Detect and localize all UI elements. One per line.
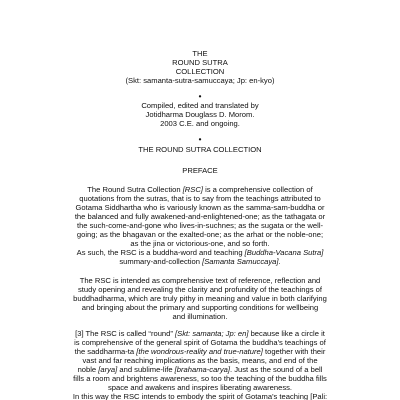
p1-line-1: The Round Sutra Collection [RSC] is a comprehensive collection of xyxy=(87,185,313,194)
p2-line-2: study opening and revealing the clarity and profundity of the teachings of xyxy=(77,285,322,294)
p2-line-4: and bringing about the primary and supporting conditions for wellbeing xyxy=(81,303,319,312)
p3-line-3: the saddharma-ta [the wondrous-reality and true-nature] together with their xyxy=(74,347,326,356)
credits-line-2: Jotidharma Douglass D. Morom. xyxy=(145,110,255,119)
p3-line-8: In this way the RSC intends to embody the spirit of Gotama's teaching [Pali: xyxy=(72,392,328,400)
p1-line-2: quotations from the sutras, that is to say from the teachings attributed to xyxy=(79,194,321,203)
p1-line-9: summary-and-collection [Samanta Samuccaya]. xyxy=(119,257,281,266)
separator-bullet: • xyxy=(198,92,202,101)
credits-line-3: 2003 C.E. and ongoing. xyxy=(160,119,240,128)
p1-line-6: going; as the bhagavan or the exalted-one; as the arhat or the noble-one; xyxy=(76,230,324,239)
p3-line-7: space and awakens and inspires liberating awareness. xyxy=(107,383,293,392)
p2-line-3: buddhadharma, which are truly pithy in meaning and value in both clarifying xyxy=(73,294,327,303)
p3-line-1: [3] The RSC is called “round” [Skt: samanta; Jp: en] because like a circle it xyxy=(75,329,325,338)
separator-bullet: • xyxy=(198,135,202,144)
main-heading: THE ROUND SUTRA COLLECTION xyxy=(138,145,262,154)
p1-line-8: As such, the RSC is a buddha-word and teaching [Buddha-Vacana Sutra] xyxy=(76,248,324,257)
p1-line-7: as the jina or victorious-one, and so forth. xyxy=(130,239,270,248)
p3-line-2: is comprehensive of the general spirit of Gotama the buddha's teachings of xyxy=(74,338,326,347)
title-collection: COLLECTION xyxy=(175,67,225,76)
title-names: (Skt: samanta-sutra-samuccaya; Jp: en-kyo) xyxy=(125,76,275,85)
title-round-sutra: ROUND SUTRA xyxy=(172,58,228,67)
title-the: THE xyxy=(192,49,208,58)
p2-line-5: and illumination. xyxy=(172,312,228,321)
p3-line-6: fills a room and brightens awareness, so too the teaching of the buddha fills xyxy=(73,374,327,383)
section-title: PREFACE xyxy=(182,166,218,175)
p3-line-5: noble [arya] and sublime-life [brahama-carya]. Just as the sound of a bell xyxy=(77,365,323,374)
p1-line-3: Gotama Siddhartha who is variously known as the samma-sam-buddha or xyxy=(75,203,325,212)
p1-line-4: the balanced and fully awakened-and-enlightened-one; as the tathagata or xyxy=(74,212,326,221)
p3-line-4: vast and far reaching implications as the basis, means, and end of the xyxy=(82,356,318,365)
credits-line-1: Compiled, edited and translated by xyxy=(141,101,259,110)
p2-line-1: The RSC is intended as comprehensive text of reference, reflection and xyxy=(79,276,321,285)
p1-line-5: the such-come-and-gone who lives-in-suchnes; as the sugata or the well- xyxy=(76,221,324,230)
